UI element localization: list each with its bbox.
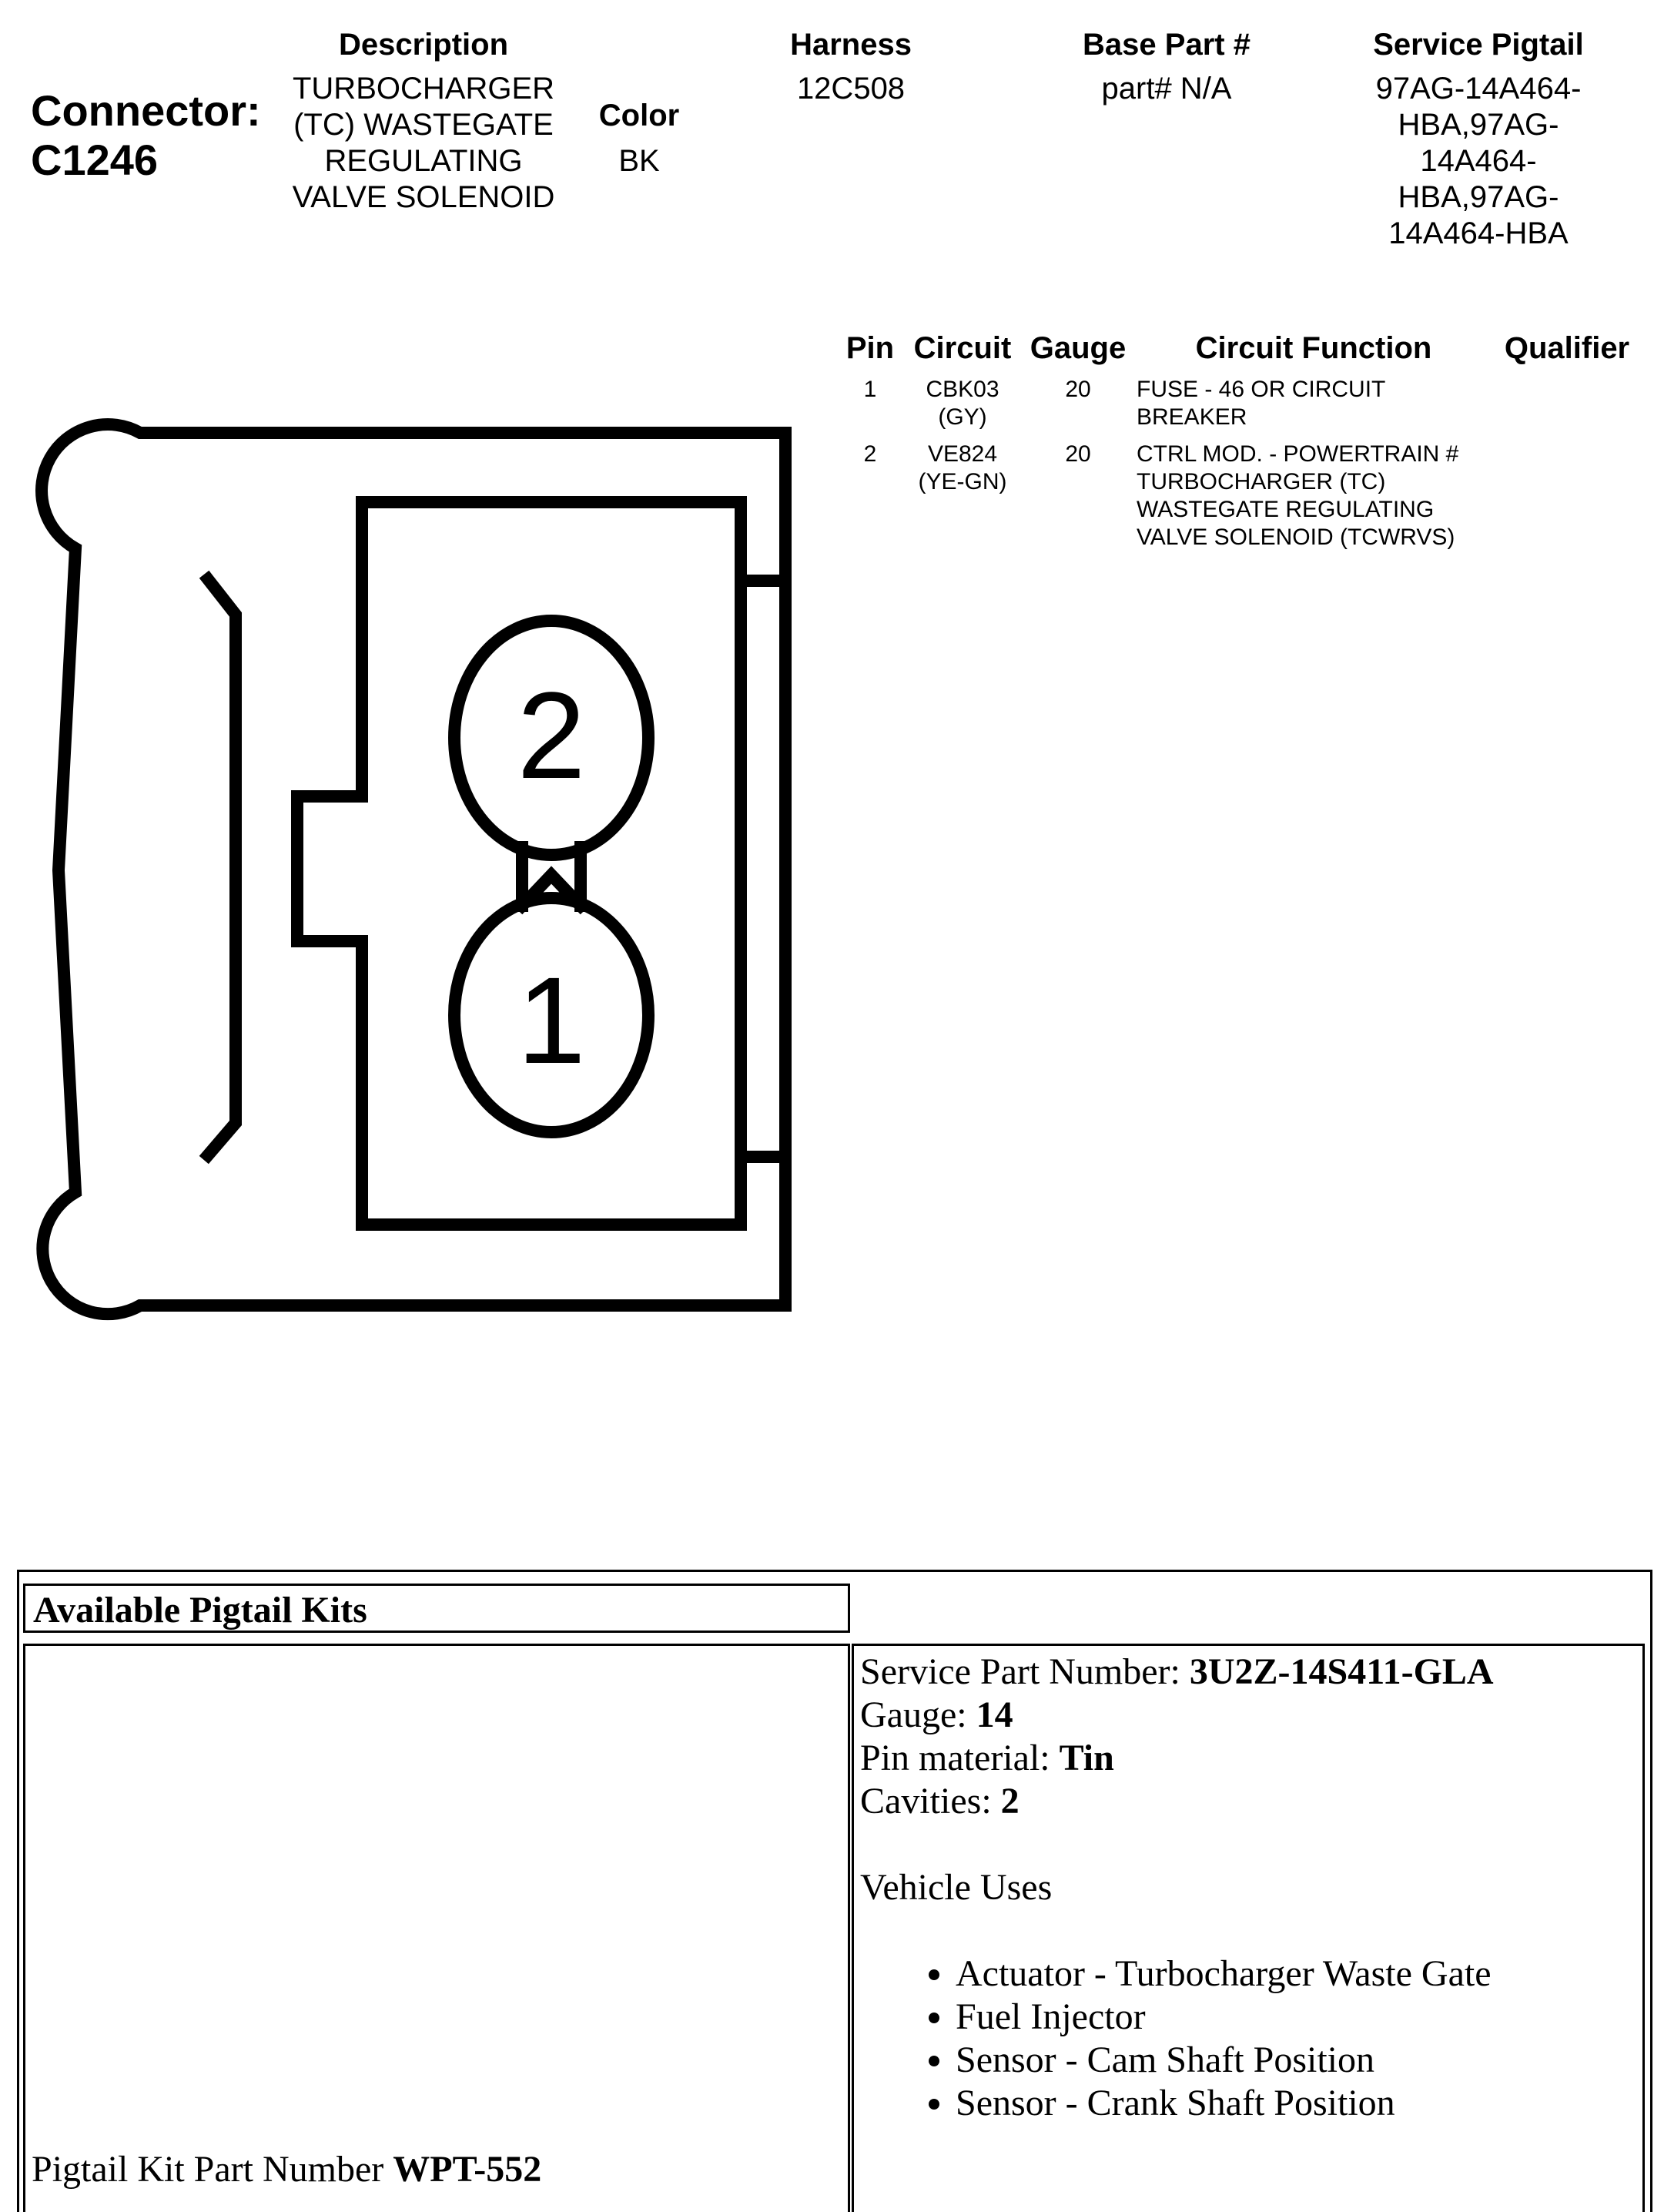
pigtail-kits-title-cell — [23, 1584, 850, 1633]
list-item: • Sensor - Cam Shaft Position — [956, 2039, 1642, 2082]
circuit-code: VE824 — [927, 441, 998, 467]
connector-label — [31, 86, 277, 185]
service-pigtail-line: 97AG-14A464- — [1375, 72, 1582, 106]
gauge-line — [860, 1694, 1642, 1737]
housing-outline — [42, 424, 785, 1314]
color-header: Color — [598, 99, 680, 132]
service-pigtail-value — [1340, 71, 1617, 252]
pin-material-label: Pin material: — [860, 1738, 1060, 1778]
base-part-header: Base Part # — [1083, 28, 1251, 62]
pigtail-kit-part-line — [32, 2148, 541, 2191]
pigtail-kit-part-label: Pigtail Kit Part Number — [32, 2149, 393, 2190]
gauge-column-header: Gauge — [1030, 331, 1127, 365]
connector-label-text: Connector: — [31, 86, 261, 135]
list-item: • Sensor - Crank Shaft Position — [956, 2082, 1642, 2125]
function-line: BREAKER — [1137, 404, 1247, 430]
list-item: • Fuel Injector — [956, 1996, 1642, 2039]
description-line: REGULATING — [324, 144, 523, 178]
circuit-color: (GY) — [938, 404, 987, 430]
circuit-code: CBK03 — [926, 377, 999, 402]
pin-row-2-circuit — [901, 441, 1024, 496]
connector-id: C1246 — [31, 136, 159, 184]
description-line: TURBOCHARGER — [292, 72, 555, 106]
service-pigtail-line: 14A464- — [1420, 144, 1537, 178]
gauge-value: 14 — [976, 1694, 1013, 1735]
pin-row-2-function — [1137, 441, 1491, 551]
function-line: FUSE - 46 OR CIRCUIT — [1137, 377, 1386, 402]
service-pigtail-line: HBA,97AG- — [1398, 108, 1559, 142]
pin-row-1-pin: 1 — [863, 377, 877, 402]
harness-value: 12C508 — [796, 72, 906, 106]
service-pigtail-line: 14A464-HBA — [1388, 216, 1569, 250]
pigtail-kit-image-cell — [23, 1644, 850, 2212]
circuit-column-header: Circuit — [913, 331, 1012, 365]
pin-material-line — [860, 1737, 1642, 1780]
vehicle-uses-list — [860, 1952, 1642, 2125]
pigtail-kit-details-cell — [852, 1644, 1645, 2212]
gauge-label: Gauge: — [860, 1694, 976, 1735]
description-value — [277, 71, 570, 216]
vehicle-uses-title: Vehicle Uses — [860, 1867, 1053, 1908]
pin-row-2-gauge: 20 — [1065, 441, 1091, 467]
list-item: • Actuator - Turbocharger Waste Gate — [956, 1952, 1642, 1996]
function-line: WASTEGATE REGULATING — [1137, 497, 1435, 522]
service-pigtail-header: Service Pigtail — [1373, 28, 1584, 62]
cavities-value: 2 — [1000, 1781, 1020, 1822]
pigtail-kits-title: Available Pigtail Kits — [33, 1590, 367, 1631]
service-part-number: 3U2Z-14S411-GLA — [1189, 1651, 1494, 1692]
function-column-header: Circuit Function — [1195, 331, 1432, 365]
pin-row-1-circuit — [901, 376, 1024, 431]
connector-face-diagram — [0, 401, 816, 1325]
pin-column-header: Pin — [845, 331, 895, 365]
service-part-label: Service Part Number: — [860, 1651, 1190, 1692]
pin-material-value: Tin — [1059, 1738, 1114, 1778]
service-part-line — [860, 1651, 1642, 1694]
pigtail-kit-part-number: WPT-552 — [393, 2149, 542, 2190]
circuit-color: (YE-GN) — [918, 469, 1007, 494]
pin-1-label: 1 — [517, 951, 586, 1089]
color-value: BK — [618, 144, 660, 178]
qualifier-column-header: Qualifier — [1504, 331, 1630, 365]
cavities-label: Cavities: — [860, 1781, 1001, 1822]
description-line: (TC) WASTEGATE — [293, 108, 554, 142]
function-line: CTRL MOD. - POWERTRAIN # — [1137, 441, 1459, 467]
cavities-line — [860, 1780, 1642, 1823]
base-part-value: part# N/A — [1101, 72, 1232, 106]
pin-row-1-gauge: 20 — [1065, 377, 1091, 402]
service-pigtail-line: HBA,97AG- — [1398, 180, 1559, 214]
harness-header: Harness — [790, 28, 912, 62]
function-line: TURBOCHARGER (TC) — [1137, 469, 1386, 494]
pin-2-label: 2 — [517, 666, 586, 804]
pin-row-2-pin: 2 — [863, 441, 877, 467]
description-header: Description — [338, 28, 509, 62]
pin-row-1-function — [1137, 376, 1491, 431]
function-line: VALVE SOLENOID (TCWRVS) — [1137, 525, 1455, 550]
housing-left-notch — [208, 579, 236, 1155]
description-line: VALVE SOLENOID — [292, 180, 555, 214]
